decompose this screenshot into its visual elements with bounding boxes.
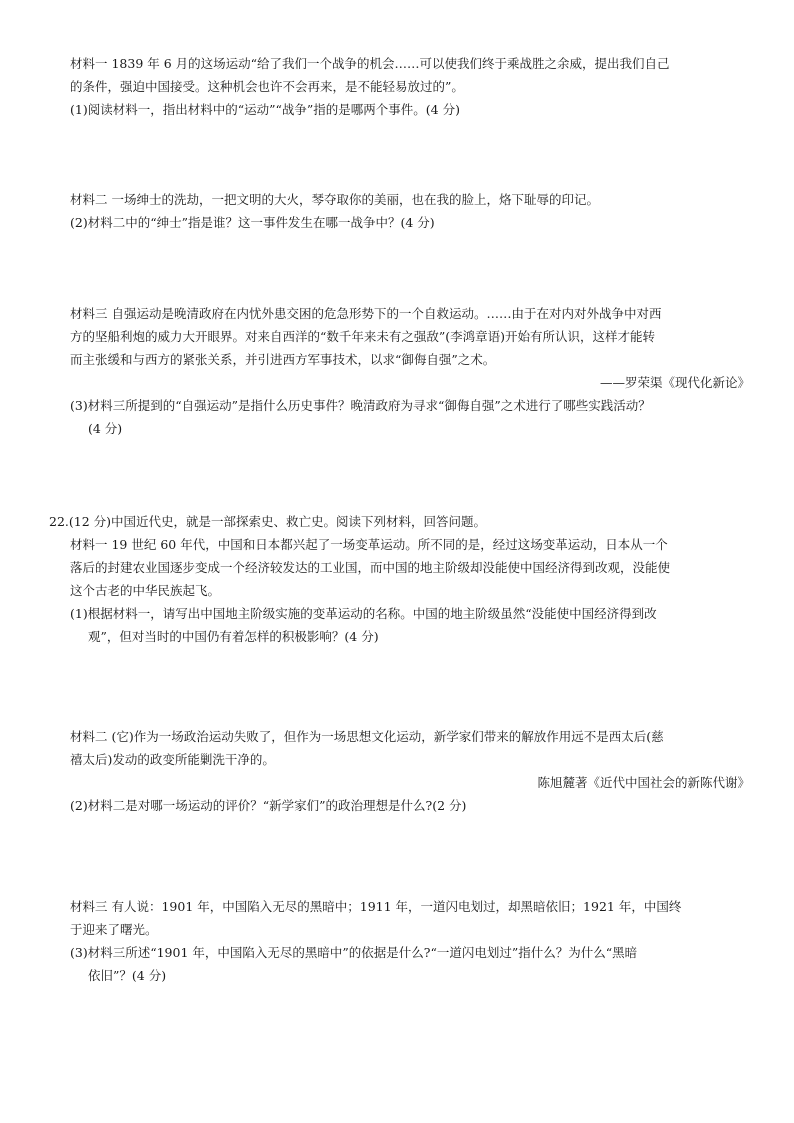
material-three-line-3: 而主张缓和与西方的紧张关系，并引进西方军事技术，以求“御侮自强”之术。 <box>70 352 496 367</box>
q22-material-three-line-1: 材料三 有人说：1901 年，中国陷入无尽的黑暗中；1911 年，一道闪电划过，却黑暗依旧；1921 年，中国终 <box>70 899 682 914</box>
material-one-line-2: 的条件，强迫中国接受。这种机会也许不会再来，是不能轻易放过的”。 <box>70 79 464 94</box>
q22-material-two-source: 陈旭麓著《近代中国社会的新陈代谢》 <box>537 775 750 790</box>
material-one-line-1: 材料一 1839 年 6 月的这场运动“给了我们一个战争的机会……可以使我们终于乘战胜之余威，提出我们自己 <box>70 56 670 71</box>
question-3-line-1: (3)材料三所提到的“自强运动”是指什么历史事件？晚清政府为寻求“御侮自强”之术进行了哪些实践活动？ <box>70 398 651 413</box>
q22-material-three-line-2: 于迎来了曙光。 <box>70 922 158 937</box>
material-three-line-1: 材料三 自强运动是晚清政府在内忧外患交困的危急形势下的一个自救运动。……由于在对内对外战争中对西 <box>70 306 662 321</box>
q22-material-three-block <box>70 895 750 987</box>
material-two-line-1: 材料二 一场绅士的洗劫，一把文明的大火，琴夺取你的美丽，也在我的脸上，烙下耻辱的印记。 <box>70 192 599 207</box>
question-22-title: 22.(12 分)中国近代史，就是一部探索史、救亡史。阅读下列材料，回答问题。 <box>49 514 487 529</box>
question-22-header <box>49 510 750 533</box>
question-3-line-2: (4 分) <box>88 421 123 436</box>
material-two-block <box>70 188 750 234</box>
question-2: (2)材料二中的“绅士”指是谁？这一事件发生在哪一战争中？(4 分) <box>70 215 435 230</box>
q22-question-3-line-2: 依旧”？(4 分) <box>88 968 167 983</box>
question-1: (1)阅读材料一，指出材料中的“运动”“战争”指的是哪两个事件。(4 分) <box>70 102 460 117</box>
material-three-source: ——罗荣渠《现代化新论》 <box>599 375 750 390</box>
q22-material-two-line-1: 材料二 (它)作为一场政治运动失败了，但作为一场思想文化运动，新学家们带来的解放作用远不是西太后(慈 <box>70 729 664 744</box>
q22-material-one-line-1: 材料一 19 世纪 60 年代，中国和日本都兴起了一场变革运动。所不同的是，经过这场变革运动，日本从一个 <box>70 537 668 552</box>
q22-material-one-line-3: 这个古老的中华民族起飞。 <box>70 583 221 598</box>
q22-question-3-line-1: (3)材料三所述“1901 年，中国陷入无尽的黑暗中”的依据是什么?“一道闪电划过”指什么？为什么“黑暗 <box>70 945 638 960</box>
q22-material-two-block <box>70 725 750 817</box>
q22-question-1-line-1: (1)根据材料一，请写出中国地主阶级实施的变革运动的名称。中国的地主阶级虽然“没能使中国经济得到改 <box>70 606 657 621</box>
q22-material-two-line-2: 禧太后)发动的政变所能剿洗干净的。 <box>70 752 275 767</box>
material-three-block <box>70 302 750 440</box>
q22-question-1-line-2: 观”，但对当时的中国仍有着怎样的积极影响？(4 分) <box>88 629 379 644</box>
q22-question-2: (2)材料二是对哪一场运动的评价？“新学家们”的政治理想是什么?(2 分) <box>70 798 467 813</box>
material-three-line-2: 方的坚船利炮的威力大开眼界。对来自西洋的“数千年来未有之强敌”(李鸿章语)开始有所认识，这样才能转 <box>70 329 656 344</box>
q22-material-one-line-2: 落后的封建农业国逐步变成一个经济较发达的工业国，而中国的地主阶级却没能使中国经济得到改观，没能使 <box>70 560 671 575</box>
material-one-block <box>70 52 750 121</box>
q22-material-one-block <box>70 533 750 648</box>
